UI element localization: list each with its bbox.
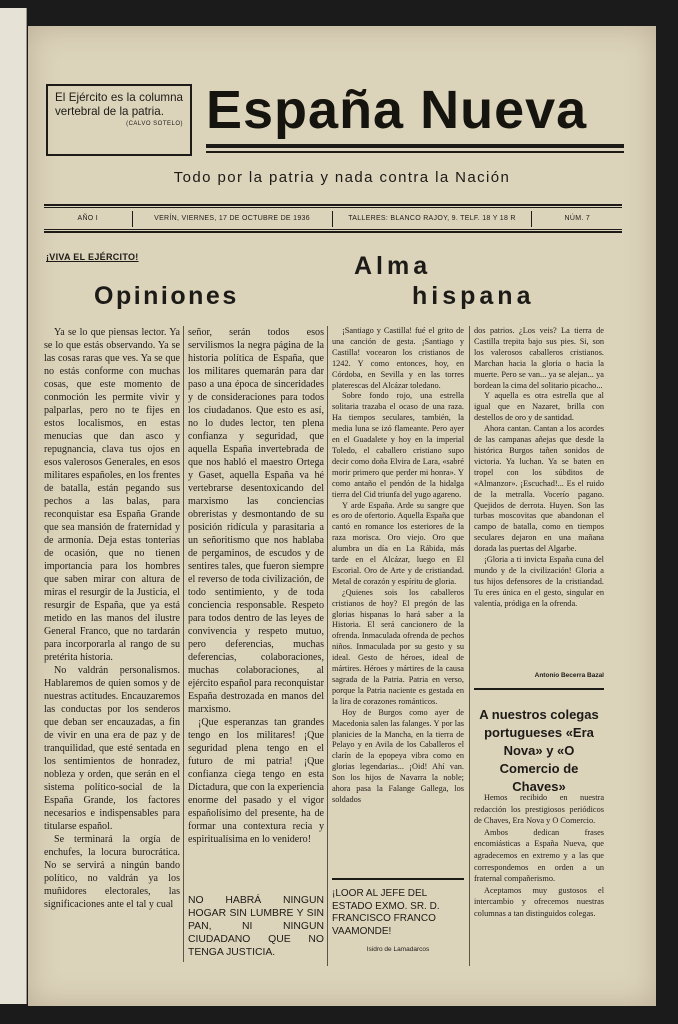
column-rule [183, 326, 184, 962]
article-separator [474, 688, 604, 690]
newspaper-page [28, 26, 656, 1006]
adjacent-page-edge [0, 8, 27, 1004]
article-paragraph: Ahora cantan. Cantan a los acordes de las campanas añejas que desde la histórica Burgos tañen sonidos de victoria. Ya luchan. Ya se baten en tropel con los súbditos de «Almanzor». ¡Escuchad!... Es el ruido de la metralla. Vocerío pagano. Quejidos de derrota. Huyen. Son las turbas moscovitas que abandonan el campo de batalla, como en tiempos seculares dejaron en una mañana dorada las puertas del Algarbe. [474, 424, 604, 554]
article-paragraph: Ya se lo que piensas lector. Ya se lo que estás observando. Ya se las cosas raras que ves. Ya se que no estás conforme con muchas cosas, que este momento de conmoción les permite vivir y palparlas, pero no te fijes en estos localismos, en estas menucias que dan asco y repugnancia, clava tus ojos en esos valerosos Generales, en esos militares españoles, en los frentes de batalla, están pegando sus pechos a las balas, para reconquistar esa España Grande que sea mansión de fraternidad y de armonía. Deja estas tonterias de ocasión, que no tienen importancia para los hombres que saben mirar con altura de miras el resurgir de la Justicia, el resurgir de España, que ya está metido en las manos del ilustre General Franco, que no tardarán para incorporarla al rango de su pretérita historia. [44, 327, 180, 663]
alma-hispana-signature: Antonio Becerra Bazal [534, 672, 604, 679]
info-bar-rule [44, 229, 622, 230]
article-paragraph: No valdrán personalismos. Hablaremos de quien somos y de nuestras actitudes. Encauzaremos las conductas por los senderos que deban ser encauzadas, a fin de vivir en una era de paz y de tranquilidad, que esté sentada en los sentimientos de honradez, nobleza y orden, que serán en el sistema político-social de la España Grande, los factores necesarios e indispensables para titularse español. [44, 665, 180, 832]
article-paragraph: Hoy de Burgos como ayer de Macedonia salen las falanges. Y por las planicies de la Mancha, en la tierra de Pelayo y en Avila de los Caballeros el clarín de la epopeya vibra como en glorias legendarias... ¡Oid! Ahí van. Son los hijos de Navarra la noble; ahora pasa la Falange Gallega, los soldados [332, 707, 464, 804]
alma-hispana-headline-line1: Alma [354, 252, 432, 280]
opiniones-column-1 [44, 326, 180, 962]
opiniones-column-2 [188, 326, 324, 926]
article-paragraph: dos patrios. ¿Los veis? La tierra de Castilla trepita bajo sus pies. Si, son los valerosos caballeros cristianos. Marchan hacia la gloria o hacia la muerte. Pero se van... ya se alejan... ya bordean la cima del solitario picacho... [474, 326, 604, 390]
newspaper-motto: Todo por la patria y nada contra la Nación [173, 169, 511, 186]
article-paragraph: ¡Gloria a ti invicta España cuna del mundo y de la civilización! Gloria a tus hijos defensores de la cristiandad. Tu eres única en el gesto, singular en valentía, pródiga en la ofrenda. [474, 555, 604, 608]
opiniones-closing-statement: NO HABRÁ NINGUN HOGAR SIN LUMBRE Y SIN PAN, NI NINGUN CIUDADANO QUE NO TENGA JUSTICIA. [188, 895, 324, 958]
article-paragraph: ¡Santiago y Castilla! fué el grito de una canción de gesta. ¡Santiago y Castilla! vocearon los cristianos de 1242. Y como entonces, hoy, en Córdoba, en Sevilla y en las torres platerescas del Alcázar toledano. [332, 326, 464, 390]
column-rule [327, 326, 328, 966]
info-number: NÚM. 7 [564, 215, 591, 222]
article-paragraph: señor, serán todos esos servilismos la negra página de la historia política de España, que los militares quemarán para dar paso a una época de sinceridades y de consideraciones para todos los ciudadanos. Que esto es así, no lo dudes lector, ten plena confianza y seguridad, que aquella España invertebrada de que nos habló el maestro Ortega y Gaset, aquella España va hé vertebrarse desentoxicando del marxismo las conciencias obreristas y desmontando de su posición ridícula y parasitaria a un señoritismo que nos hablaba de pergaminos, de escudos y de sentires tales, que fueron siempre el reverso de toda civilización, de todo sentimiento, y de toda conciencia responsable. Respeto para todos dentro de las leyes de convivencia y respeto mutuo, pero deferencias, muchas deferencias, colaboraciones, muchas colaboraciones, al ejército español para reconquistar España destrozada en manos del marxismo. [188, 327, 324, 715]
opiniones-headline: Opiniones [94, 282, 239, 310]
info-year: AÑO I [44, 211, 133, 227]
column-rule [469, 326, 470, 966]
newspaper-title: España Nueva [206, 80, 588, 140]
article-paragraph: ¿Quienes sois los caballeros cristianos de hoy? El pregón de las glorias hispanas lo hará saber a la Historia. El será cancionero de la ofrenda. Inmaculada ofrenda de pechos niños. Inmaculada por su gesto y su ideal. Gesto de héroes, ideal de mártires. Héroes y mártires de la causa sagrada de la Patria. Patria en verso, porque la Patria naciente es gestada en la lira de corazones románticos. [332, 587, 464, 706]
article-paragraph: Y aquella es otra estrella que al igual que en Nazaret, brilla con destellos de oro y de santidad. [474, 391, 604, 423]
alma-hispana-headline-line2: hispana [412, 282, 535, 310]
masthead-quote-text: El Ejército es la columna vertebral de la patria. [55, 91, 183, 118]
alma-hispana-column-1 [332, 326, 464, 866]
article-paragraph: Ambos dedican frases encomiásticas a España Nueva, que agradecemos en extremo y a las que correspondemos en orden a un fraternal compañerismo. [474, 827, 604, 884]
alma-hispana-column-2 [474, 326, 604, 666]
colegas-column [474, 792, 604, 968]
info-dateline: VERÍN, VIERNES, 17 DE OCTUBRE DE 1936 [133, 211, 333, 227]
masthead-rule [206, 144, 624, 148]
loor-signature: Isidro de Lamadarcos [366, 946, 430, 953]
masthead-quote-box [46, 84, 192, 156]
opiniones-kicker: ¡VIVA EL EJÉRCITO! [46, 252, 139, 262]
article-paragraph: Aceptamos muy gustosos el intercambio y ofrecemos nuestras columnas a tan distinguidos colegas. [474, 885, 604, 918]
info-bar-rule [44, 207, 622, 208]
loor-headline: ¡LOOR AL JEFE DEL ESTADO EXMO. SR. D. FRANCISCO FRANCO VAAMONDE! [332, 888, 440, 937]
info-bar [44, 209, 622, 229]
article-paragraph: Sobre fondo rojo, una estrella solitaria trazaba el ocaso de una raza. Ha tiempos seculares, también, la media luna se izó flameante. Pero ayer en el Guadalete y hoy en la imperial Toledo, el caballero cristiano supo decir como doña Elvira de Lara, «sabré morir primero que perder mi honra». Y como antaño el pendón de la hidalga tierra del Cid triunfa del yugo agareno. [332, 391, 464, 499]
info-bar-rule [44, 231, 622, 233]
colegas-headline: A nuestros colegas portugueses «Era Nova» y «O Comercio de Chaves» [479, 707, 599, 794]
masthead-rule [206, 151, 624, 153]
article-paragraph: Y arde España. Arde su sangre que es oro de ofertorio. Aquella España que cantó en romance los esteriores de la raza morisca. Oro viejo. Oro que alumbra un día en La Rábida, más tarde en el Alcázar, luego en El Escorial. Oro de Arte y de cristiandad. Metal de corazón y espíritu de gloria. [332, 500, 464, 586]
loor-separator [332, 878, 464, 880]
article-paragraph: Hemos recibido en nuestra redacción los prestigiosos periódicos de Chaves, Era Nova y O Comercio. [474, 793, 604, 826]
article-paragraph: Se terminará la orgía de enchufes, la locura burocrática. No se servirá a ningún bando político, no valdrán ya los muñidores electorales, las significaciones ante el tal y cual [44, 834, 180, 910]
info-workshops: TALLERES: BLANCO RAJOY, 9. TELF. 18 Y 18 R [333, 211, 533, 227]
article-paragraph: ¡Que esperanzas tan grandes tengo en los militares! ¡Que seguridad plena tengo en el futuro de mi patria! ¡Que confianza ciega tengo en esta Dictadura, que con la experiencia enorme del pasado y el vigor españolísimo del presente, ha de formar una contextura recia y espiritualísima en lo venidero! [188, 717, 324, 845]
info-bar-rule [44, 204, 622, 206]
masthead-quote-source: (CALVO SOTELO) [126, 121, 183, 127]
